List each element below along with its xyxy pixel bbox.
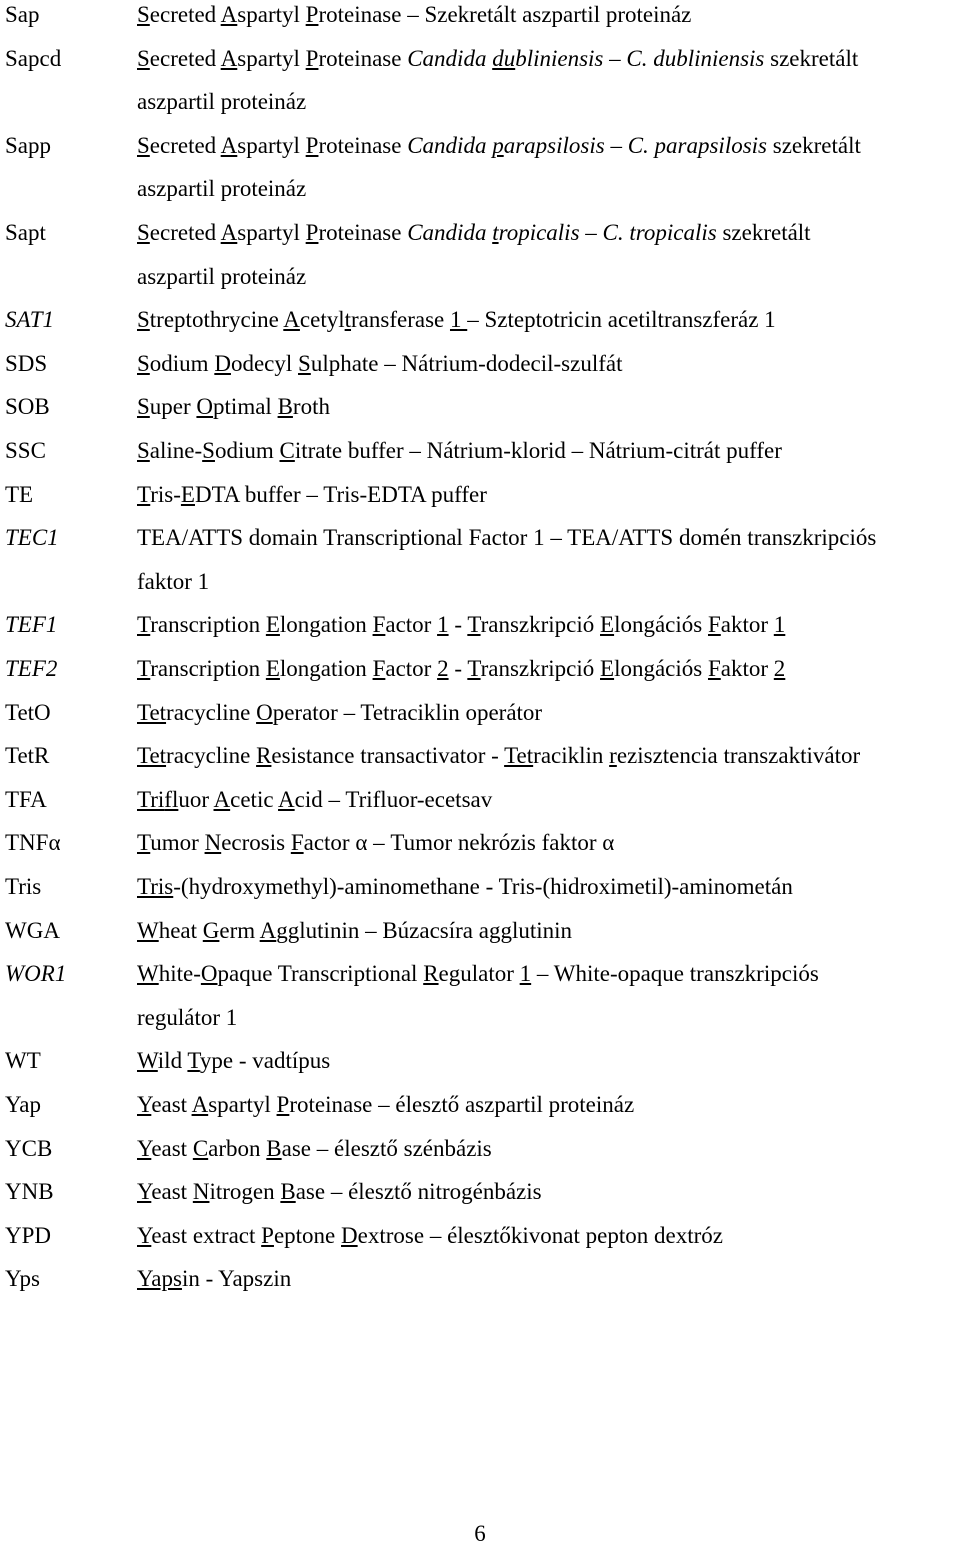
abbreviation-entry [0, 743, 960, 786]
abbreviation-term: Sap [5, 2, 40, 27]
abbreviation-definition: Secreted Aspartyl Proteinase – Szekretált aszpartil proteináz [137, 2, 692, 27]
abbreviation-definition: Yeast Carbon Base – élesztő szénbázis [137, 1135, 492, 1161]
abbreviation-entry [0, 1223, 960, 1266]
abbreviation-term: Sapcd [5, 45, 62, 71]
abbreviation-definition: Yapsin - Yapszin [137, 1266, 292, 1292]
page-number: 6 [474, 1521, 486, 1546]
abbreviation-definition: Saline-Sodium Citrate buffer – Nátrium-klorid – Nátrium-citrát puffer [137, 438, 782, 463]
abbreviation-definition: aszpartil proteináz [137, 263, 307, 289]
abbreviation-definition: aszpartil proteináz [137, 176, 307, 202]
abbreviation-entry [0, 1266, 960, 1309]
abbreviation-entry [0, 656, 960, 699]
abbreviation-entry [0, 787, 960, 830]
abbreviation-entry [0, 133, 960, 176]
abbreviation-definition: Transcription Elongation Factor 1 - Transzkripció Elongációs Faktor 1 [137, 612, 786, 638]
abbreviation-term: Sapt [5, 220, 46, 245]
abbreviation-definition: Tris-EDTA buffer – Tris-EDTA puffer [137, 481, 487, 507]
abbreviation-entry [0, 482, 960, 525]
abbreviation-entry [0, 351, 960, 394]
abbreviation-entry [0, 307, 960, 350]
abbreviation-term: TEC1 [5, 525, 59, 551]
abbreviation-term: WT [5, 1048, 41, 1074]
abbreviation-definition: Yeast extract Peptone Dextrose – élesztőkivonat pepton dextróz [137, 1222, 723, 1248]
abbreviation-entry [0, 438, 960, 481]
abbreviation-definition: White-Opaque Transcriptional Regulator 1 – White-opaque transzkripciós [137, 961, 819, 987]
abbreviation-definition: Secreted Aspartyl Proteinase Candida dubliniensis – C. dubliniensis szekretált [137, 45, 859, 71]
abbreviation-entry [0, 874, 960, 917]
abbreviation-term: Yps [5, 1266, 40, 1292]
abbreviation-entry [0, 1092, 960, 1135]
abbreviation-definition: Yeast Nitrogen Base – élesztő nitrogénbázis [137, 1179, 542, 1205]
abbreviation-term: WOR1 [5, 961, 67, 987]
abbreviation-definition: Secreted Aspartyl Proteinase Candida tropicalis – C. tropicalis szekretált [137, 220, 811, 245]
abbreviation-term: WGA [5, 917, 60, 943]
abbreviation-definition: Trifluor Acetic Acid – Trifluor-ecetsav [137, 786, 493, 812]
abbreviation-entry [0, 1179, 960, 1222]
abbreviation-term: SOB [5, 394, 50, 420]
abbreviation-term: TFA [5, 786, 47, 812]
abbreviation-definition: TEA/ATTS domain Transcriptional Factor 1 – TEA/ATTS domén transzkripciós [137, 525, 877, 551]
abbreviation-entry [0, 1136, 960, 1179]
abbreviation-entry [0, 918, 960, 961]
abbreviation-term: TE [5, 481, 34, 507]
abbreviation-term: YNB [5, 1179, 54, 1205]
abbreviation-entry-continuation [0, 1005, 960, 1048]
abbreviation-term: TNFα [5, 830, 61, 856]
abbreviation-term: TetO [5, 699, 51, 725]
abbreviation-definition: Yeast Aspartyl Proteinase – élesztő aszpartil proteináz [137, 1092, 635, 1117]
abbreviation-entry [0, 46, 960, 89]
abbreviation-entry-continuation [0, 264, 960, 307]
abbreviation-entry-continuation [0, 176, 960, 219]
abbreviation-definition: Super Optimal Broth [137, 394, 330, 420]
abbreviation-definition: Tumor Necrosis Factor α – Tumor nekrózis faktor α [137, 830, 615, 856]
abbreviation-entry-continuation [0, 89, 960, 132]
abbreviation-entry [0, 394, 960, 437]
abbreviation-definition: aszpartil proteináz [137, 89, 307, 115]
abbreviation-definition: Wheat Germ Agglutinin – Búzacsíra agglutinin [137, 917, 573, 943]
abbreviation-term: Tris [5, 874, 42, 899]
abbreviation-term: YCB [5, 1135, 53, 1161]
abbreviation-definition: Transcription Elongation Factor 2 - Transzkripció Elongációs Faktor 2 [137, 656, 786, 681]
abbreviation-entry [0, 830, 960, 873]
abbreviation-term: SAT1 [5, 307, 54, 333]
abbreviation-term: YPD [5, 1222, 52, 1248]
abbreviation-definition: regulátor 1 [137, 1004, 238, 1030]
abbreviation-term: SSC [5, 438, 46, 463]
abbreviation-definition: Tris-(hydroxymethyl)-aminomethane - Tris-(hidroximetil)-aminometán [137, 874, 793, 899]
abbreviation-entry [0, 1048, 960, 1091]
abbreviation-entry [0, 220, 960, 263]
abbreviation-definition: Secreted Aspartyl Proteinase Candida parapsilosis – C. parapsilosis szekretált [137, 132, 861, 158]
abbreviation-definition: Streptothrycine Acetyltransferase 1 – Szteptotricin acetiltranszferáz 1 [137, 307, 776, 333]
abbreviation-entry-continuation [0, 569, 960, 612]
abbreviation-definition: Tetracycline Operator – Tetraciklin operátor [137, 699, 543, 725]
abbreviation-term: TEF2 [5, 656, 58, 681]
abbreviation-entry [0, 612, 960, 655]
abbreviation-entry [0, 700, 960, 743]
abbreviation-term: TetR [5, 743, 50, 769]
abbreviation-entry [0, 2, 960, 45]
abbreviation-definition: Sodium Dodecyl Sulphate – Nátrium-dodecil-szulfát [137, 350, 623, 376]
abbreviation-definition: faktor 1 [137, 568, 210, 594]
abbreviation-term: SDS [5, 350, 48, 376]
abbreviation-definition: Wild Type - vadtípus [137, 1048, 331, 1074]
abbreviation-term: TEF1 [5, 612, 58, 638]
abbreviation-definition: Tetracycline Resistance transactivator - Tetraciklin rezisztencia transzaktivátor [137, 743, 861, 769]
abbreviation-term: Sapp [5, 132, 51, 158]
abbreviation-entry [0, 525, 960, 568]
abbreviation-entry [0, 961, 960, 1004]
abbreviation-term: Yap [5, 1092, 42, 1117]
